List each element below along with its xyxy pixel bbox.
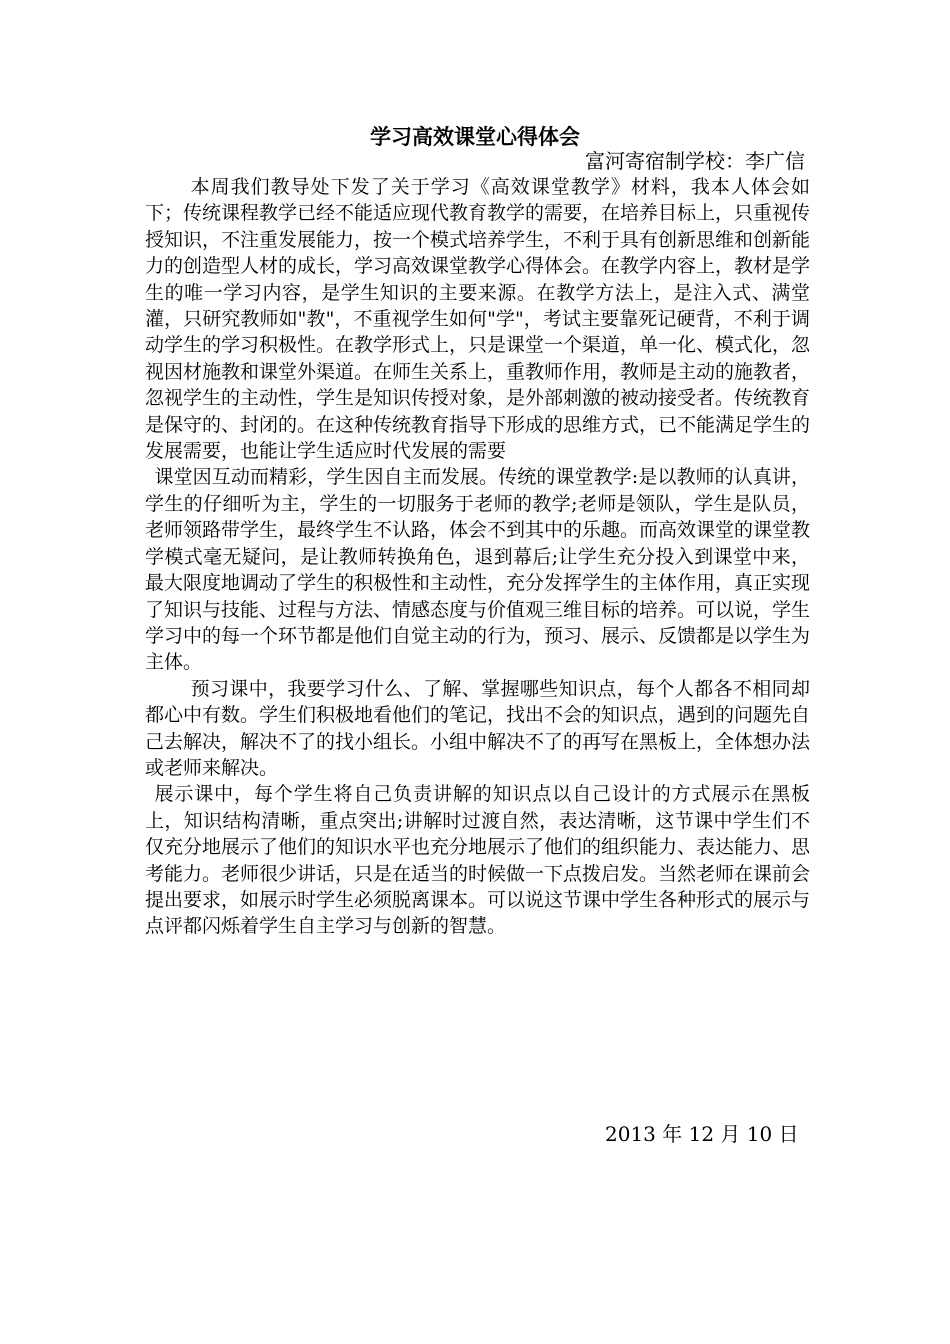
paragraph-4: 展示课中，每个学生将自己负责讲解的知识点以自己设计的方式展示在黑板上，知识结构清晰，重点突出;讲解时过渡自然，表达清晰，这节课中学生们不仅充分地展示了他们的知识水平也充分地展示了他们的组织能力、表达能力、思考能力。老师很少讲话，只是在适当的时候做一下点拨启发。当然老师在课前会提出要求，如展示时学生必须脱离课本。可以说这节课中学生各种形式的展示与点评都闪烁着学生自主学习与创新的智慧。 bbox=[145, 783, 811, 938]
paragraph-3: 预习课中，我要学习什么、了解、掌握哪些知识点，每个人都各不相同却都心中有数。学生们积极地看他们的笔记，找出不会的知识点，遇到的问题先自己去解决，解决不了的找小组长。小组中解决不了的再写在黑板上，全体想办法或老师来解决。 bbox=[145, 677, 811, 779]
paragraph-1: 本周我们教导处下发了关于学习《高效课堂教学》材料，我本人体会如下；传统课程教学已经不能适应现代教育教学的需要，在培养目标上，只重视传授知识，不注重发展能力，按一个模式培养学生，不利于具有创新思维和创新能力的创造型人材的成长，学习高效课堂教学心得体会。在教学内容上，教材是学生的唯一学习内容，是学生知识的主要来源。在教学方法上，是注入式、满堂灌，只研究教师如"教"，不重视学生如何"学"，考试主要靠死记硬背，不利于调动学生的学习积极性。在教学形式上，只是课堂一个渠道，单一化、模式化，忽视因材施教和课堂外渠道。在师生关系上，重教师作用，教师是主动的施教者，忽视学生的主动性，学生是知识传授对象，是外部刺激的被动接受者。传统教育是保守的、封闭的。在这种传统教育指导下形成的思维方式，已不能满足学生的发展需要，也能让学生适应时代发展的需要 bbox=[145, 176, 811, 463]
document-body bbox=[145, 174, 810, 940]
author-line: 富河寄宿制学校：李广信 bbox=[585, 149, 805, 173]
document-date: 2013 年 12 月 10 日 bbox=[605, 1122, 799, 1146]
document-title: 学习高效课堂心得体会 bbox=[370, 124, 580, 149]
paragraph-2: 课堂因互动而精彩，学生因自主而发展。传统的课堂教学:是以教师的认真讲，学生的仔细听为主，学生的一切服务于老师的教学;老师是领队，学生是队员，老师领路带学生，最终学生不认路，体会不到其中的乐趣。而高效课堂的课堂教学模式毫无疑问，是让教师转换角色，退到幕后;让学生充分投入到课堂中来，最大限度地调动了学生的积极性和主动性，充分发挥学生的主体作用，真正实现了知识与技能、过程与方法、情感态度与价值观三维目标的培养。可以说，学生学习中的每一个环节都是他们自觉主动的行为，预习、展示、反馈都是以学生为主体。 bbox=[145, 466, 811, 674]
